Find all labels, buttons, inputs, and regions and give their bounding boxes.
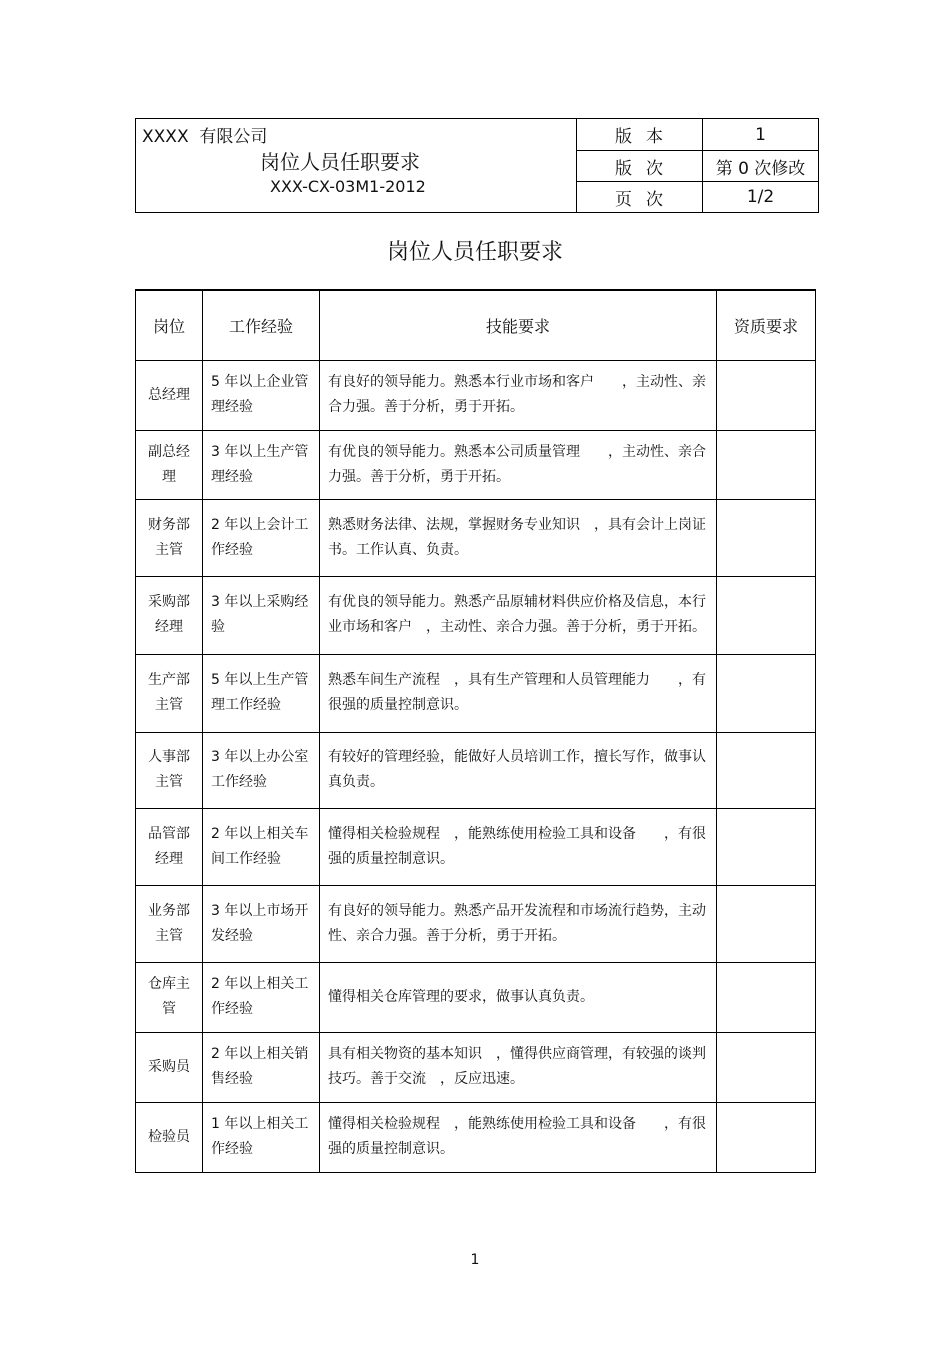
position-cell: 检验员	[136, 1102, 203, 1172]
skills-cell: 有良好的领导能力。熟悉本行业市场和客户 ，主动性、亲合力强。善于分析，勇于开拓。	[320, 360, 717, 430]
skills-cell: 有优良的领导能力。熟悉产品原辅材料供应价格及信息，本行业市场和客户 ，主动性、亲合力强。善于分析，勇于开拓。	[320, 576, 717, 654]
table-header-row	[136, 290, 816, 360]
table-row	[136, 808, 816, 885]
skills-cell: 懂得相关仓库管理的要求，做事认真负责。	[320, 962, 717, 1032]
skills-cell: 有优良的领导能力。熟悉本公司质量管理 ，主动性、亲合力强。善于分析，勇于开拓。	[320, 430, 717, 499]
header-left	[136, 119, 577, 212]
column-header-experience: 工作经验	[203, 290, 320, 360]
page-number: 1	[470, 1252, 480, 1268]
requirements-table	[135, 289, 816, 1173]
experience-cell: 3 年以上办公室工作经验	[203, 732, 320, 808]
experience-cell: 3 年以上市场开发经验	[203, 885, 320, 962]
document-header	[135, 118, 819, 213]
skills-cell: 熟悉车间生产流程 ，具有生产管理和人员管理能力 ，有很强的质量控制意识。	[320, 654, 717, 732]
column-header-skills: 技能要求	[320, 290, 717, 360]
table-row	[136, 576, 816, 654]
skills-cell: 懂得相关检验规程 ，能熟练使用检验工具和设备 ，有很强的质量控制意识。	[320, 808, 717, 885]
experience-cell: 3 年以上生产管理经验	[203, 430, 320, 499]
meta-value: 1/2	[746, 187, 775, 207]
qualification-cell	[717, 1102, 816, 1172]
position-cell: 仓库主管	[136, 962, 203, 1032]
position-cell: 财务部主管	[136, 499, 203, 576]
experience-cell: 1 年以上相关工作经验	[203, 1102, 320, 1172]
table-row	[136, 885, 816, 962]
experience-cell: 2 年以上相关车间工作经验	[203, 808, 320, 885]
experience-cell: 2 年以上相关工作经验	[203, 962, 320, 1032]
position-cell: 业务部主管	[136, 885, 203, 962]
qualification-cell	[717, 732, 816, 808]
skills-cell: 有较好的管理经验，能做好人员培训工作，擅长写作，做事认真负责。	[320, 732, 717, 808]
position-cell: 总经理	[136, 360, 203, 430]
table-row	[136, 654, 816, 732]
position-cell: 采购员	[136, 1032, 203, 1102]
skills-cell: 熟悉财务法律、法规，掌握财务专业知识 ，具有会计上岗证书。工作认真、负责。	[320, 499, 717, 576]
column-header-qualification: 资质要求	[717, 290, 816, 360]
meta-row-page	[576, 181, 818, 212]
table-row	[136, 732, 816, 808]
qualification-cell	[717, 1032, 816, 1102]
experience-cell: 3 年以上采购经验	[203, 576, 320, 654]
meta-key: 版本	[576, 119, 703, 150]
position-cell: 采购部经理	[136, 576, 203, 654]
qualification-cell	[717, 360, 816, 430]
table-row	[136, 499, 816, 576]
skills-cell: 懂得相关检验规程 ，能熟练使用检验工具和设备 ，有很强的质量控制意识。	[320, 1102, 717, 1172]
meta-row-version	[576, 119, 818, 150]
qualification-cell	[717, 499, 816, 576]
qualification-cell	[717, 654, 816, 732]
qualification-cell	[717, 576, 816, 654]
qualification-cell	[717, 430, 816, 499]
table-row	[136, 1102, 816, 1172]
table-row	[136, 962, 816, 1032]
company-name: XXXX 有限公司	[142, 127, 268, 147]
document-code: XXX-CX-03M1-2012	[270, 177, 426, 196]
meta-row-revision	[576, 150, 818, 181]
position-cell: 生产部主管	[136, 654, 203, 732]
position-cell: 人事部主管	[136, 732, 203, 808]
column-header-position: 岗位	[136, 290, 203, 360]
meta-value: 1	[755, 124, 766, 145]
qualification-cell	[717, 962, 816, 1032]
table-row	[136, 430, 816, 499]
position-cell: 品管部经理	[136, 808, 203, 885]
position-cell: 副总经理	[136, 430, 203, 499]
experience-cell: 2 年以上相关销售经验	[203, 1032, 320, 1102]
skills-cell: 具有相关物资的基本知识 ，懂得供应商管理，有较强的谈判技巧。善于交流 ，反应迅速。	[320, 1032, 717, 1102]
header-doc-title: 岗位人员任职要求	[260, 150, 420, 174]
qualification-cell	[717, 885, 816, 962]
meta-key: 页次	[576, 182, 703, 212]
table-row	[136, 360, 816, 430]
table-row	[136, 1032, 816, 1102]
meta-key: 版次	[576, 151, 703, 181]
experience-cell: 5 年以上企业管理经验	[203, 360, 320, 430]
table-body	[136, 360, 816, 1172]
experience-cell: 2 年以上会计工作经验	[203, 499, 320, 576]
qualification-cell	[717, 808, 816, 885]
header-meta	[576, 119, 818, 212]
page-title: 岗位人员任职要求	[386, 240, 563, 265]
skills-cell: 有良好的领导能力。熟悉产品开发流程和市场流行趋势，主动性、亲合力强。善于分析，勇于开拓。	[320, 885, 717, 962]
meta-value: 第 0 次修改	[715, 158, 806, 179]
experience-cell: 5 年以上生产管理工作经验	[203, 654, 320, 732]
